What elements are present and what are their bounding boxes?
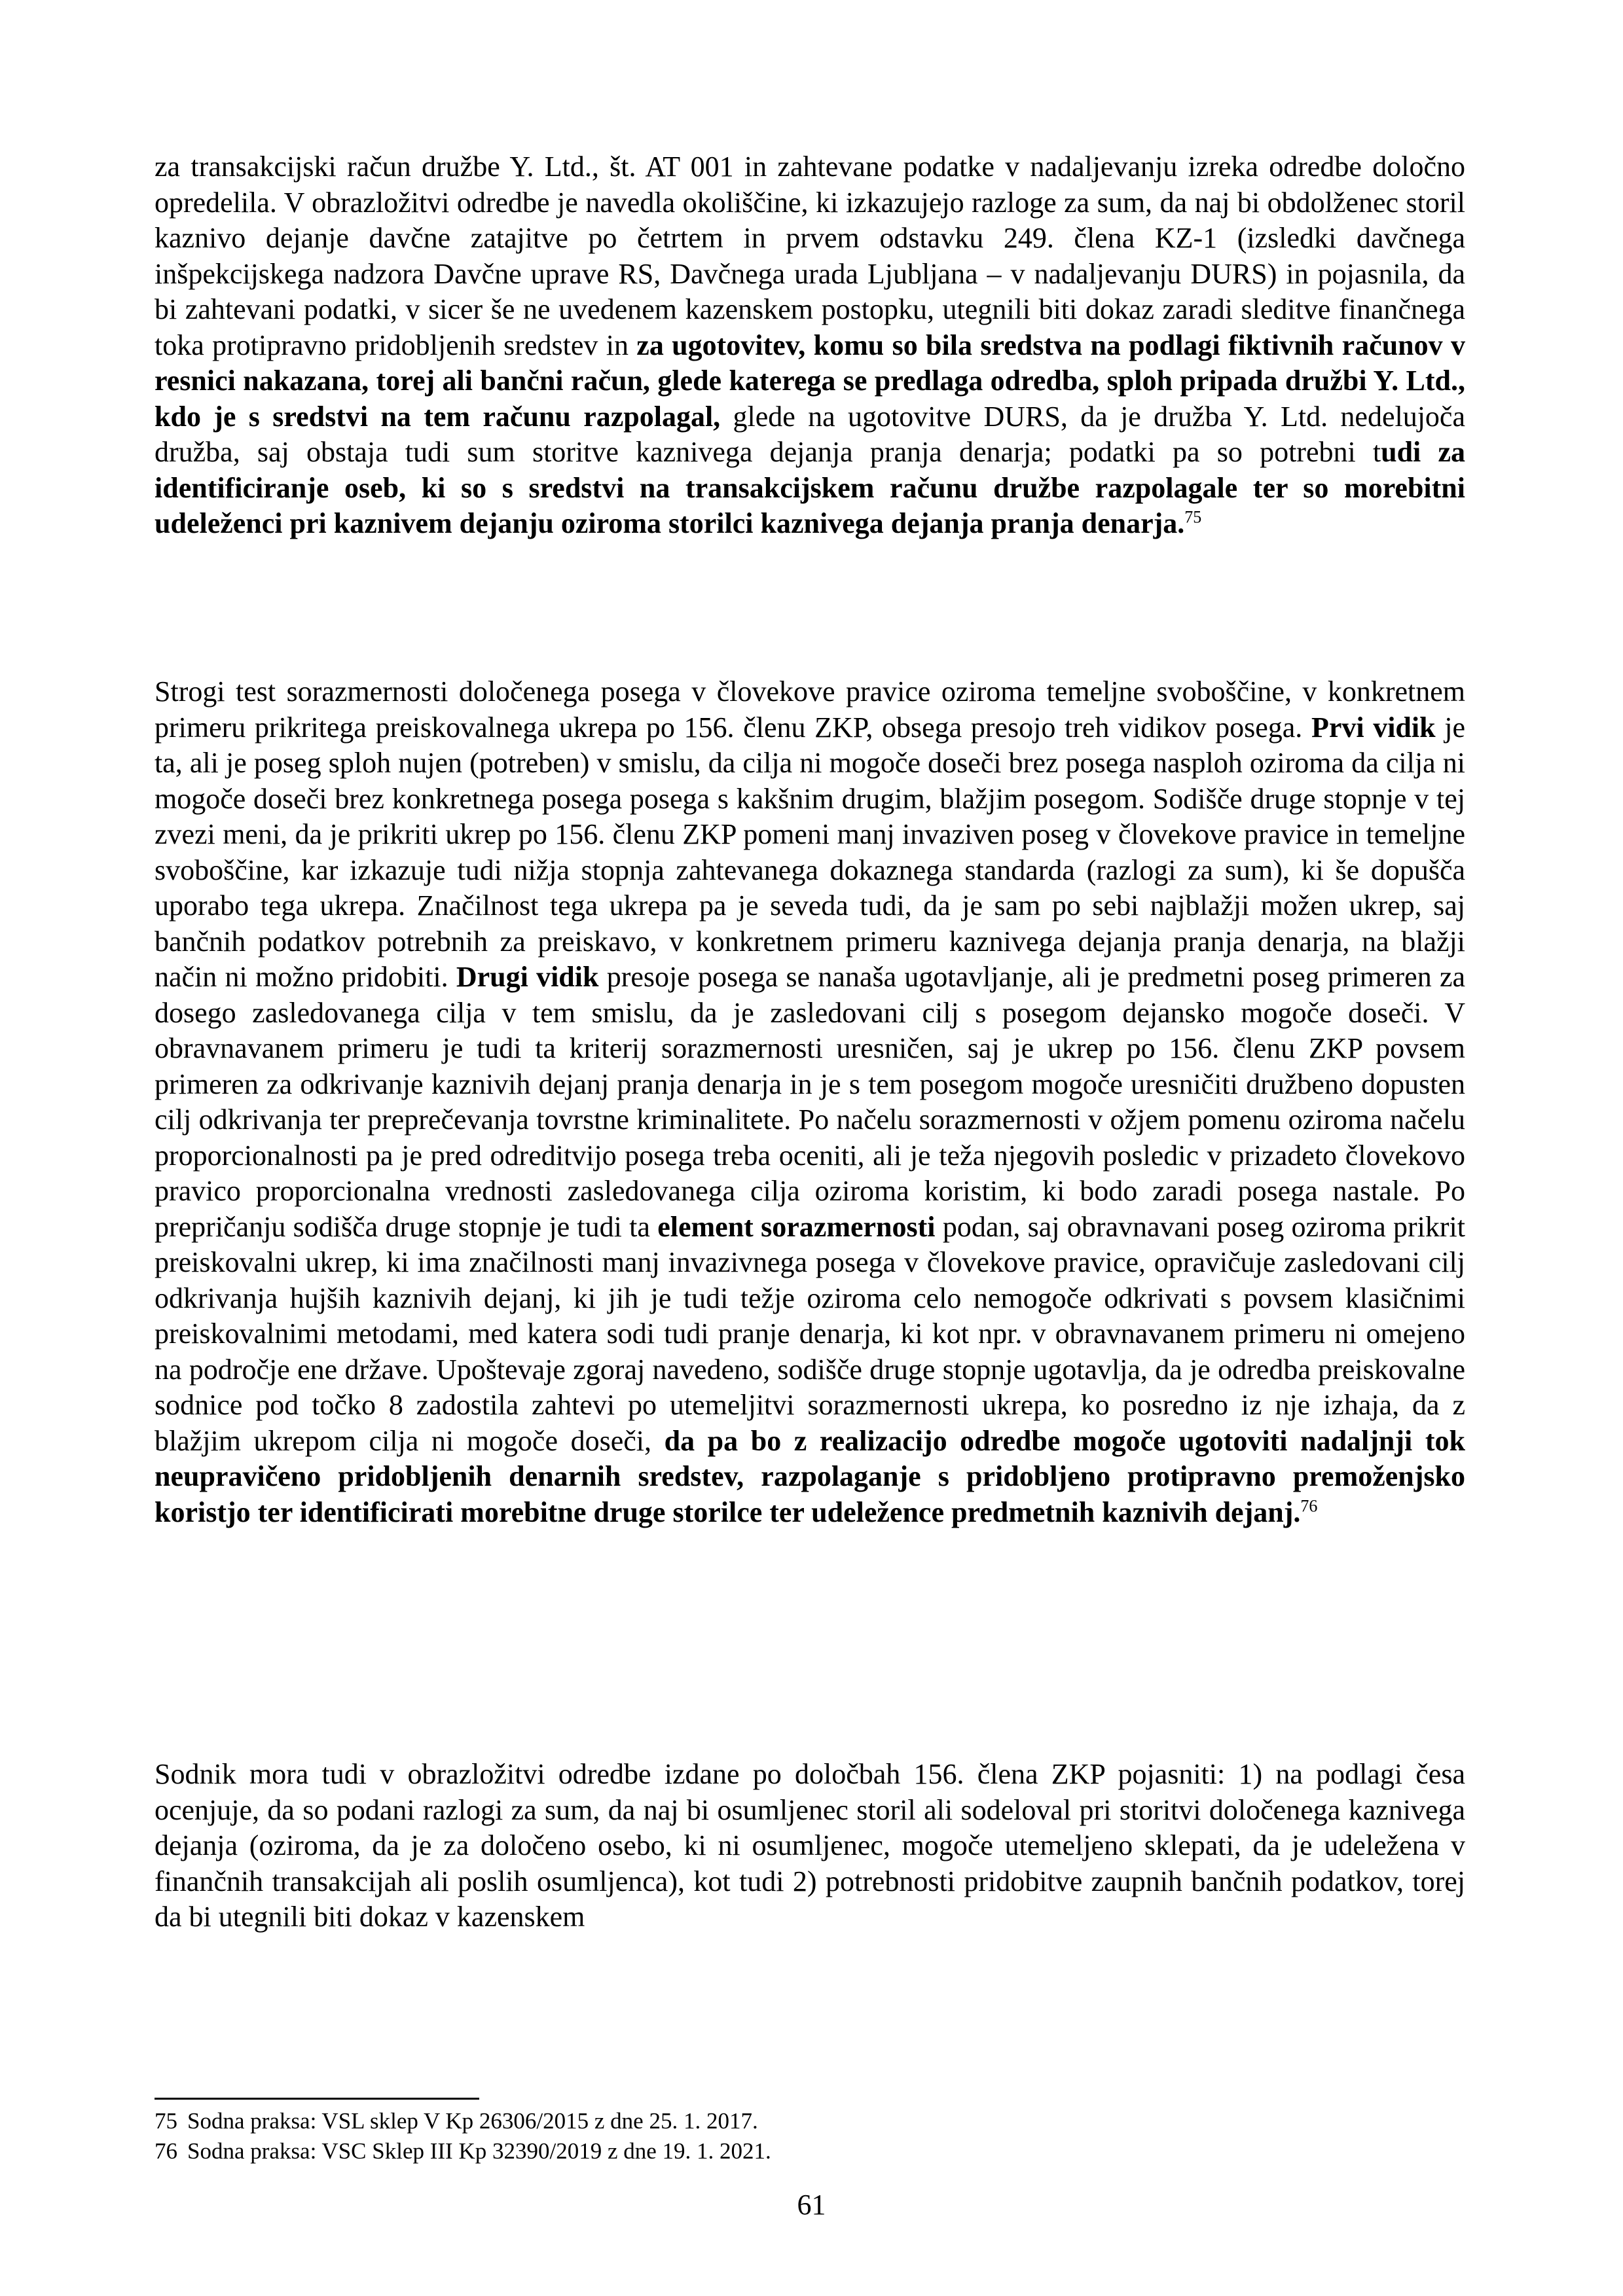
footnote-text: Sodna praksa: VSL sklep V Kp 26306/2015 z dne 25. 1. 2017. <box>187 2108 758 2134</box>
footnote-text: Sodna praksa: VSC Sklep III Kp 32390/2019 z dne 19. 1. 2021. <box>187 2138 771 2164</box>
paragraph-text: za transakcijski račun družbe Y. Ltd., št. AT 001 in zahtevane podatke v nadaljevanju izreka odredbe določno opredelila. V obrazložitvi odredbe je navedla okoliščine, ki izkazujejo razloge za sum, da naj bi obdolženec storil kaznivo dejanje davčne zatajitve po četrtem in prvem odstavku 249. člena KZ-1 (izsledki davčnega inšpekcijskega nadzora Davčne uprave RS, Davčnega urada Ljubljana – v nadaljevanju DURS) in pojasnila, da bi zahtevani podatki, v sicer še ne uvedenem kazenskem postopku, utegnili biti dokaz zaradi sleditve finančnega toka protipravno pridobljenih sredstev in <box>155 151 1465 361</box>
footnote-number: 76 <box>155 2138 177 2164</box>
footnote-75 <box>155 2106 1465 2136</box>
paragraph-text: presoje posega se nanaša ugotavljanje, ali je predmetni poseg primeren za dosego zasledovanega cilja v tem smislu, da je zasledovani cilj s posegom dejansko mogoče doseči. V obravnavanem primeru je tudi ta kriterij sorazmernosti uresničen, saj je ukrep po 156. členu ZKP povsem primeren za odkrivanje kaznivih dejanj pranja denarja in je s tem posegom mogoče uresničiti družbeno dopusten cilj odkrivanja ter preprečevanja tovrstne kriminalitete. Po načelu sorazmernosti v ožjem pomenu oziroma načelu proporcionalnosti pa je pred odreditvijo posega treba oceniti, ali je teža njegovih posledic v prizadeto človekovo pravico proporcionalna vrednosti zasledovanega cilja oziroma koristim, ki bodo zaradi posega nastale. Po prepričanju sodišča druge stopnje je tudi ta <box>155 961 1466 1243</box>
footnote-76 <box>155 2136 1465 2166</box>
paragraph-text: Sodnik mora tudi v obrazložitvi odredbe izdane po določbah 156. člena ZKP pojasniti: 1) na podlagi česa ocenjuje, da so podani razlogi za sum, da naj bi osumljenec storil ali sodeloval pri storitvi določenega kaznivega dejanja (oziroma, da je za določeno osebo, ki ni osumljenec, mogoče utemeljeno sklepati, da je udeležena v finančnih transakcijah ali poslih osumljenca), kot tudi 2) potrebnosti pridobitve zaupnih bančnih podatkov, torej da bi utegnili biti dokaz v kazenskem <box>155 1758 1465 1933</box>
bold-text: element sorazmernosti <box>657 1210 936 1243</box>
paragraph-1 <box>155 149 1465 542</box>
footnotes <box>155 2106 1465 2166</box>
footnote-reference[interactable]: 76 <box>1300 1496 1318 1515</box>
paragraph-2 <box>155 674 1465 1530</box>
paragraph-text: je ta, ali je poseg sploh nujen (potreben) v smislu, da cilja ni mogoče doseči brez posega nasploh oziroma da cilja ni mogoče doseči brez konkretnega posega posega s kakšnim drugim, blažjim posegom. Sodišče druge stopnje v tej zvezi meni, da je prikriti ukrep po 156. členu ZKP pomeni manj invaziven poseg v človekove pravice in temeljne svoboščine, kar izkazuje tudi nižja stopnja zahtevanega dokaznega standarda (razlogi za sum), ki še dopušča uporabo tega ukrepa. Značilnost tega ukrepa pa je seveda tudi, da je sam po sebi najblažji možen ukrep, saj bančnih podatkov potrebnih za preiskavo, v konkretnem primeru kaznivega dejanja pranja denarja, na blažji način ni možno pridobiti. <box>155 711 1465 993</box>
paragraph-3 <box>155 1757 1465 1935</box>
footnote-separator <box>155 2098 479 2100</box>
paragraph-text: podan, saj obravnavani poseg oziroma prikrit preiskovalni ukrep, ki ima značilnosti manj invazivnega posega v človekove pravice, opravičuje zasledovani cilj odkrivanja hujših kaznivih dejanj, ki jih je tudi težje oziroma celo nemogoče odkrivati s povsem klasičnimi preiskovalnimi metodami, med katera sodi tudi pranje denarja, ki kot npr. v obravnavanem primeru ni omejeno na področje ene države. Upoštevaje zgoraj navedeno, sodišče druge stopnje ugotavlja, da je odredba preiskovalne sodnice pod točko 8 zadostila zahtevi po utemeljitvi sorazmernosti ukrepa, ko posredno iz nje izhaja, da z blažjim ukrepom cilja ni mogoče doseči, <box>155 1210 1465 1457</box>
bold-text: udi za identificiranje oseb, ki so s sredstvi na transakcijskem računu družbe razpolagale ter so morebitni udeleženci pri kaznivem dejanju oziroma storilci kaznivega dejanja pranja denarja. <box>155 436 1465 539</box>
page-number: 61 <box>797 2189 826 2221</box>
footnote-reference[interactable]: 75 <box>1184 507 1202 527</box>
footnote-number: 75 <box>155 2108 177 2134</box>
bold-text: da pa bo z realizacijo odredbe mogoče ugotoviti nadaljnji tok neupravičeno pridobljenih denarnih sredstev, razpolaganje s pridobljeno protipravno premoženjsko koristjo ter identificirati morebitne druge storilce ter udeležence predmetnih kaznivih dejanj. <box>155 1424 1465 1528</box>
paragraph-text: Strogi test sorazmernosti določenega posega v človekove pravice oziroma temeljne svoboščine, v konkretnem primeru prikritega preiskovalnega ukrepa po 156. členu ZKP, obsega presojo treh vidikov posega. <box>155 675 1465 744</box>
paragraph-text: glede na ugotovitve DURS, da je družba Y. Ltd. nedelujoča družba, saj obstaja tudi sum storitve kaznivega dejanja pranja denarja; podatki pa so potrebni t <box>155 400 1465 468</box>
bold-text: Drugi vidik <box>456 961 599 993</box>
bold-text: Prvi vidik <box>1311 711 1436 744</box>
bold-text: za ugotovitev, komu so bila sredstva na podlagi fiktivnih računov v resnici nakazana, torej ali bančni račun, glede katerega se predlaga odredba, sploh pripada družbi Y. Ltd., kdo je s sredstvi na tem računu razpolagal, <box>155 329 1465 433</box>
